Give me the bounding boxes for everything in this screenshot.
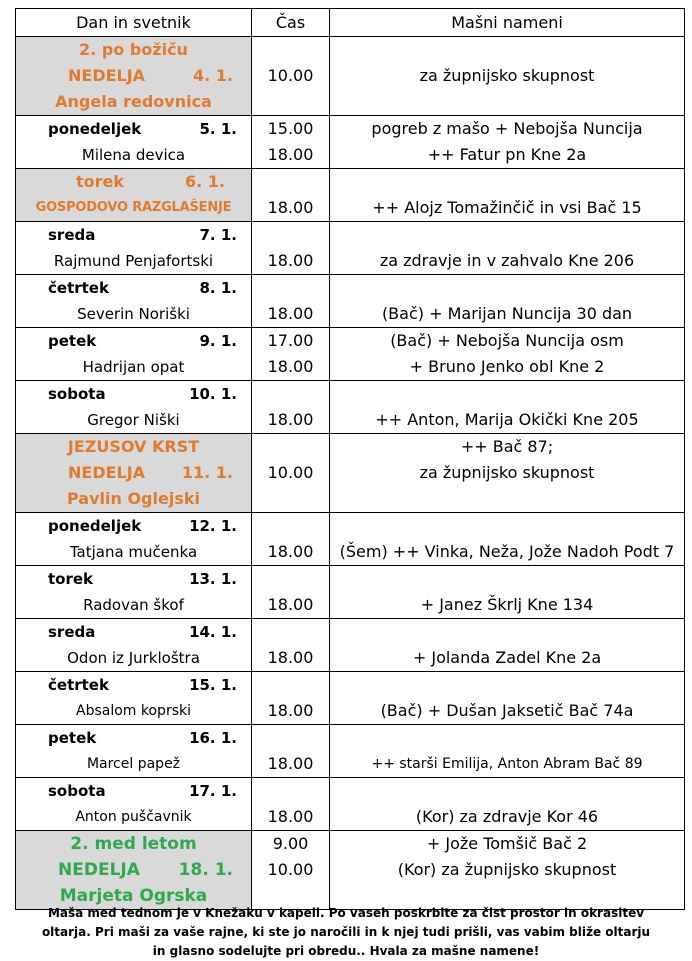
day-date: 16. 1. — [189, 729, 237, 747]
day-line — [16, 381, 251, 407]
table-row — [16, 434, 685, 513]
day-cell — [16, 513, 252, 566]
day-cell — [16, 725, 252, 778]
footer-line-1: Maša med tednom je v Knežaku v kapeli. Po vaseh poskrbite za čist prostor in okrasitev — [47, 906, 645, 920]
intention-1: + Jože Tomšič Bač 2 — [426, 834, 588, 853]
intention-1 — [330, 672, 684, 698]
day-line — [16, 275, 251, 301]
day-cell — [16, 328, 252, 381]
intention-cell — [330, 778, 685, 831]
time-2: 18.00 — [267, 807, 314, 826]
intention-2: ++ Anton, Marija Okički Kne 205 — [375, 410, 639, 429]
intention-cell — [330, 725, 685, 778]
intention-2: ++ starši Emilija, Anton Abram Bač 89 — [371, 756, 643, 772]
intention-2: za župnijsko skupnost — [419, 463, 595, 482]
day-date: 6. 1. — [185, 172, 225, 191]
day-line — [16, 725, 251, 751]
intention-2: (Bač) + Dušan Jaksetič Bač 74a — [380, 701, 634, 720]
table-row — [16, 831, 685, 910]
day-cell — [16, 222, 252, 275]
feast-title: JEZUSOV KRST — [67, 437, 200, 456]
day-date: 17. 1. — [189, 782, 237, 800]
table-row — [16, 116, 685, 169]
time-2: 18.00 — [267, 251, 314, 270]
day-line — [16, 222, 251, 248]
header-day: Dan in svetnik — [16, 9, 252, 37]
feast-saint: Pavlin Oglejski — [67, 489, 200, 508]
feast-saint: Angela redovnica — [55, 92, 212, 111]
time-1 — [252, 725, 329, 751]
time-1 — [252, 222, 329, 248]
header-time: Čas — [252, 9, 330, 37]
time-cell — [252, 328, 330, 381]
day-line — [16, 619, 251, 645]
day-date: 15. 1. — [189, 676, 237, 694]
intention-1 — [330, 381, 684, 407]
intention-3 — [330, 486, 684, 512]
feast-cell — [16, 831, 252, 910]
time-cell — [252, 513, 330, 566]
saint-name: Hadrijan opat — [82, 358, 185, 376]
feast-date: 4. 1. — [193, 66, 233, 85]
intention-1 — [330, 513, 684, 539]
intention-cell — [330, 275, 685, 328]
intention-1 — [330, 222, 684, 248]
intention-cell — [330, 116, 685, 169]
table-row — [16, 619, 685, 672]
intention-cell — [330, 672, 685, 725]
table-row — [16, 169, 685, 222]
header-row — [16, 9, 685, 37]
intention-2: ++ Fatur pn Kne 2a — [427, 145, 587, 164]
intention-1: (Bač) + Nebojša Nuncija osm — [390, 331, 624, 350]
table-row — [16, 37, 685, 116]
time-1 — [252, 619, 329, 645]
intention-1: pogreb z mašo + Nebojša Nuncija — [371, 119, 643, 138]
time-2: 18.00 — [267, 304, 314, 323]
intention-1 — [330, 37, 684, 63]
time-1: 17.00 — [267, 331, 314, 350]
day-line — [16, 778, 251, 804]
feast-cell — [16, 169, 252, 222]
time-3 — [252, 486, 329, 512]
time-cell — [252, 619, 330, 672]
intention-1 — [330, 169, 684, 195]
feast-title: GOSPODOVO RAZGLAŠENJE — [35, 200, 232, 215]
intention-2: + Bruno Jenko obl Kne 2 — [409, 357, 605, 376]
day-cell — [16, 672, 252, 725]
header-intentions: Mašni nameni — [330, 9, 685, 37]
day-name: ponedeljek — [48, 120, 142, 138]
intention-2: za župnijsko skupnost — [419, 66, 595, 85]
time-cell — [252, 116, 330, 169]
time-2: 10.00 — [267, 66, 314, 85]
time-2: 18.00 — [267, 542, 314, 561]
saint-name: Milena devica — [81, 146, 186, 164]
table-row — [16, 275, 685, 328]
time-1 — [252, 37, 329, 63]
feast-cell — [16, 434, 252, 513]
day-name: ponedeljek — [48, 517, 142, 535]
table-row — [16, 778, 685, 831]
time-1: 15.00 — [267, 119, 314, 138]
day-cell — [16, 116, 252, 169]
day-date: 7. 1. — [199, 226, 237, 244]
feast-day-line — [16, 63, 251, 89]
intention-cell — [330, 222, 685, 275]
day-cell — [16, 275, 252, 328]
time-cell — [252, 381, 330, 434]
time-cell — [252, 434, 330, 513]
intention-cell — [330, 37, 685, 116]
time-cell — [252, 37, 330, 116]
time-1 — [252, 169, 329, 195]
day-date: 12. 1. — [189, 517, 237, 535]
saint-name: Severin Noriški — [77, 305, 190, 323]
table-row — [16, 725, 685, 778]
day-date: 5. 1. — [199, 120, 237, 138]
time-2: 18.00 — [267, 357, 314, 376]
time-2: 18.00 — [267, 410, 314, 429]
feast-cell — [16, 37, 252, 116]
day-line — [16, 672, 251, 698]
footer-line-3: in glasno sodelujte pri obredu.. Hvala za mašne namene! — [152, 944, 540, 958]
feast-day-line — [16, 857, 251, 883]
day-date: 14. 1. — [189, 623, 237, 641]
time-2: 18.00 — [267, 754, 314, 773]
feast-day: NEDELJA — [68, 66, 146, 85]
intention-2: ++ Alojz Tomažinčič in vsi Bač 15 — [372, 198, 642, 217]
day-line — [16, 328, 251, 354]
feast-date: 11. 1. — [181, 463, 233, 482]
time-1 — [252, 566, 329, 592]
saint-name: Odon iz Jurkloštra — [67, 649, 200, 667]
day-cell — [16, 778, 252, 831]
table-row — [16, 381, 685, 434]
day-line — [16, 513, 251, 539]
table-row — [16, 328, 685, 381]
time-1: 9.00 — [272, 834, 309, 853]
footer-note — [6, 904, 686, 961]
intention-1 — [330, 778, 684, 804]
day-date: 10. 1. — [189, 385, 237, 403]
time-1 — [252, 778, 329, 804]
table-row — [16, 566, 685, 619]
intention-cell — [330, 513, 685, 566]
intention-1 — [330, 619, 684, 645]
time-2: 18.00 — [267, 701, 314, 720]
day-name: četrtek — [48, 676, 109, 694]
time-1 — [252, 513, 329, 539]
intention-2: (Kor) za župnijsko skupnost — [397, 860, 617, 879]
intention-1: ++ Bač 87; — [460, 437, 554, 456]
time-cell — [252, 672, 330, 725]
feast-date: 18. 1. — [178, 860, 233, 880]
day-name: sobota — [48, 385, 106, 403]
time-cell — [252, 275, 330, 328]
time-2: 18.00 — [267, 198, 314, 217]
time-cell — [252, 725, 330, 778]
day-name: sobota — [48, 782, 106, 800]
feast-day-line — [16, 169, 251, 195]
saint-name: Radovan škof — [83, 596, 184, 614]
intention-2: (Kor) za zdravje Kor 46 — [415, 807, 599, 826]
saint-name: Absalom koprski — [76, 703, 191, 719]
day-line — [16, 566, 251, 592]
feast-day: NEDELJA — [58, 860, 140, 880]
day-name: četrtek — [48, 279, 109, 297]
time-2: 10.00 — [267, 463, 314, 482]
day-name: torek — [76, 172, 125, 191]
day-cell — [16, 566, 252, 619]
day-date: 9. 1. — [199, 332, 237, 350]
intention-1 — [330, 725, 684, 751]
time-2: 18.00 — [267, 145, 314, 164]
feast-day: NEDELJA — [68, 463, 146, 482]
intention-cell — [330, 831, 685, 910]
intention-cell — [330, 566, 685, 619]
time-cell — [252, 566, 330, 619]
intention-1 — [330, 275, 684, 301]
time-3 — [252, 89, 329, 115]
feast-saint: Marjeta Ogrska — [59, 886, 208, 906]
intention-2: (Bač) + Marijan Nuncija 30 dan — [381, 304, 633, 323]
time-cell — [252, 831, 330, 910]
day-cell — [16, 381, 252, 434]
day-date: 13. 1. — [189, 570, 237, 588]
intention-cell — [330, 328, 685, 381]
intention-2: (Šem) ++ Vinka, Neža, Jože Nadoh Podt 7 — [339, 542, 675, 561]
intention-2: + Jolanda Zadel Kne 2a — [412, 648, 602, 667]
intention-cell — [330, 381, 685, 434]
intention-cell — [330, 434, 685, 513]
day-name: sreda — [48, 226, 96, 244]
time-1 — [252, 434, 329, 460]
time-cell — [252, 169, 330, 222]
saint-name: Rajmund Penjafortski — [53, 252, 214, 270]
day-line — [16, 116, 251, 142]
feast-title: 2. med letom — [70, 834, 197, 854]
saint-name: Gregor Niški — [87, 411, 180, 429]
time-1 — [252, 275, 329, 301]
feast-title: 2. po božiču — [79, 40, 188, 59]
intention-3 — [330, 89, 684, 115]
saint-name: Marcel papež — [86, 756, 181, 772]
footer-line-2: oltarja. Pri maši za vaše rajne, ki ste jo naročili in k njej tudi prišli, vas vabim bliže oltarju — [41, 925, 651, 939]
intention-1 — [330, 566, 684, 592]
intention-2: + Janez Škrlj Kne 134 — [420, 595, 594, 614]
day-date: 8. 1. — [199, 279, 237, 297]
time-1 — [252, 672, 329, 698]
day-name: petek — [48, 729, 97, 747]
day-name: petek — [48, 332, 97, 350]
table-row — [16, 222, 685, 275]
day-name: torek — [48, 570, 94, 588]
time-1 — [252, 381, 329, 407]
saint-name: Tatjana mučenka — [69, 543, 198, 561]
intention-cell — [330, 619, 685, 672]
saint-name: Anton puščavnik — [75, 809, 192, 825]
time-2: 18.00 — [267, 648, 314, 667]
time-cell — [252, 778, 330, 831]
intention-cell — [330, 169, 685, 222]
table-row — [16, 672, 685, 725]
feast-day-line — [16, 460, 251, 486]
table-row — [16, 513, 685, 566]
time-2: 10.00 — [267, 860, 314, 879]
day-cell — [16, 619, 252, 672]
time-cell — [252, 222, 330, 275]
time-2: 18.00 — [267, 595, 314, 614]
mass-schedule-table — [15, 8, 685, 910]
intention-2: za zdravje in v zahvalo Kne 206 — [379, 251, 635, 270]
day-name: sreda — [48, 623, 96, 641]
